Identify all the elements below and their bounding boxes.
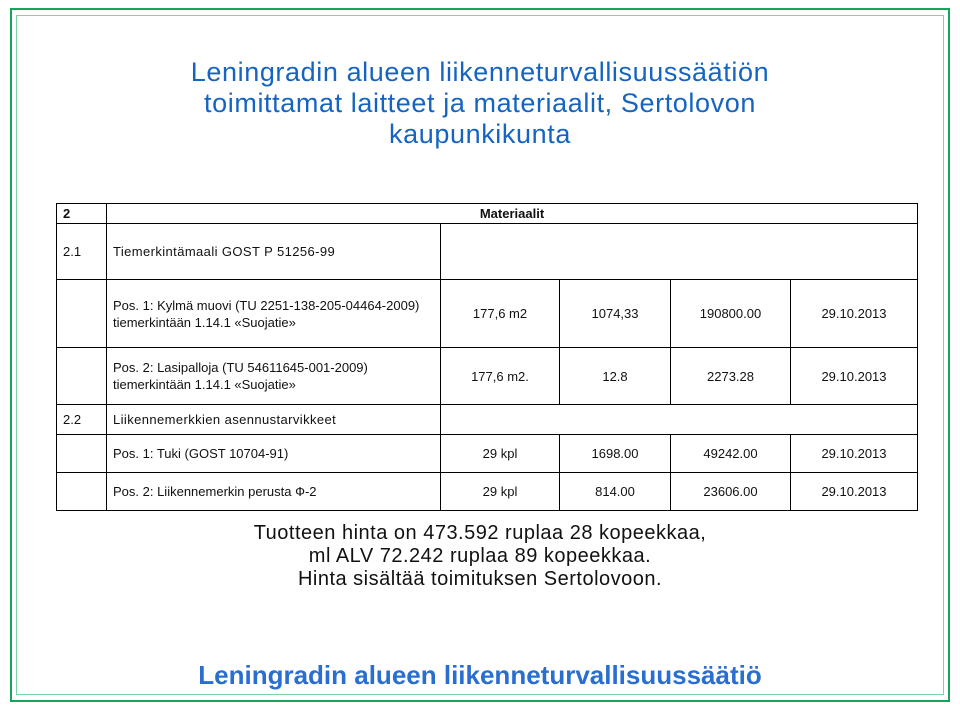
price-summary bbox=[40, 522, 920, 591]
item-name: Pos. 2: Lasipalloja (TU 54611645-001-2009) tiemerkintään 1.14.1 «Suojatie» bbox=[107, 348, 441, 405]
table-row bbox=[57, 435, 918, 473]
item-date: 29.10.2013 bbox=[791, 473, 918, 511]
item-price: 1074,33 bbox=[560, 280, 671, 348]
item-sum: 23606.00 bbox=[671, 473, 791, 511]
item-date: 29.10.2013 bbox=[791, 348, 918, 405]
title-line: Leningradin alueen liikenneturvallisuussäätiön bbox=[190, 57, 770, 87]
item-quantity: 177,6 m2 bbox=[441, 280, 560, 348]
empty-cell bbox=[441, 405, 918, 435]
item-name: Pos. 1: Tuki (GOST 10704-91) bbox=[107, 435, 441, 473]
subsection-row bbox=[57, 224, 918, 280]
subsection-row bbox=[57, 405, 918, 435]
item-quantity: 177,6 m2. bbox=[441, 348, 560, 405]
page-title bbox=[40, 57, 920, 150]
subsection-number: 2.1 bbox=[57, 224, 107, 280]
empty-cell bbox=[57, 473, 107, 511]
item-name: Pos. 1: Kylmä muovi (TU 2251-138-205-04464-2009) tiemerkintään 1.14.1 «Suojatie» bbox=[107, 280, 441, 348]
materials-table bbox=[56, 203, 918, 511]
subsection-number: 2.2 bbox=[57, 405, 107, 435]
item-quantity: 29 kpl bbox=[441, 435, 560, 473]
section-title: Materiaalit bbox=[107, 204, 918, 224]
item-sum: 190800.00 bbox=[671, 280, 791, 348]
section-number: 2 bbox=[57, 204, 107, 224]
item-date: 29.10.2013 bbox=[791, 280, 918, 348]
item-quantity: 29 kpl bbox=[441, 473, 560, 511]
footer-organization: Leningradin alueen liikenneturvallisuussäätiö bbox=[198, 660, 762, 690]
title-line: toimittamat laitteet ja materiaalit, Sertolovon bbox=[204, 88, 756, 118]
summary-line: Hinta sisältää toimituksen Sertolovoon. bbox=[297, 568, 663, 590]
summary-line: Tuotteen hinta on 473.592 ruplaa 28 kopeekkaa, bbox=[253, 522, 707, 544]
item-price: 814.00 bbox=[560, 473, 671, 511]
empty-cell bbox=[57, 348, 107, 405]
empty-cell bbox=[441, 224, 918, 280]
empty-cell bbox=[57, 280, 107, 348]
item-price: 12.8 bbox=[560, 348, 671, 405]
title-line: kaupunkikunta bbox=[389, 119, 571, 149]
empty-cell bbox=[57, 435, 107, 473]
item-price: 1698.00 bbox=[560, 435, 671, 473]
subsection-title: Liikennemerkkien asennustarvikkeet bbox=[107, 405, 441, 435]
summary-line: ml ALV 72.242 ruplaa 89 kopeekkaa. bbox=[308, 545, 652, 567]
item-sum: 49242.00 bbox=[671, 435, 791, 473]
subsection-title: Tiemerkintämaali GOST P 51256-99 bbox=[107, 224, 441, 280]
table-row bbox=[57, 348, 918, 405]
item-sum: 2273.28 bbox=[671, 348, 791, 405]
item-date: 29.10.2013 bbox=[791, 435, 918, 473]
item-name: Pos. 2: Liikennemerkin perusta Ф-2 bbox=[107, 473, 441, 511]
section-header-row bbox=[57, 204, 918, 224]
table-row bbox=[57, 473, 918, 511]
table-row bbox=[57, 280, 918, 348]
